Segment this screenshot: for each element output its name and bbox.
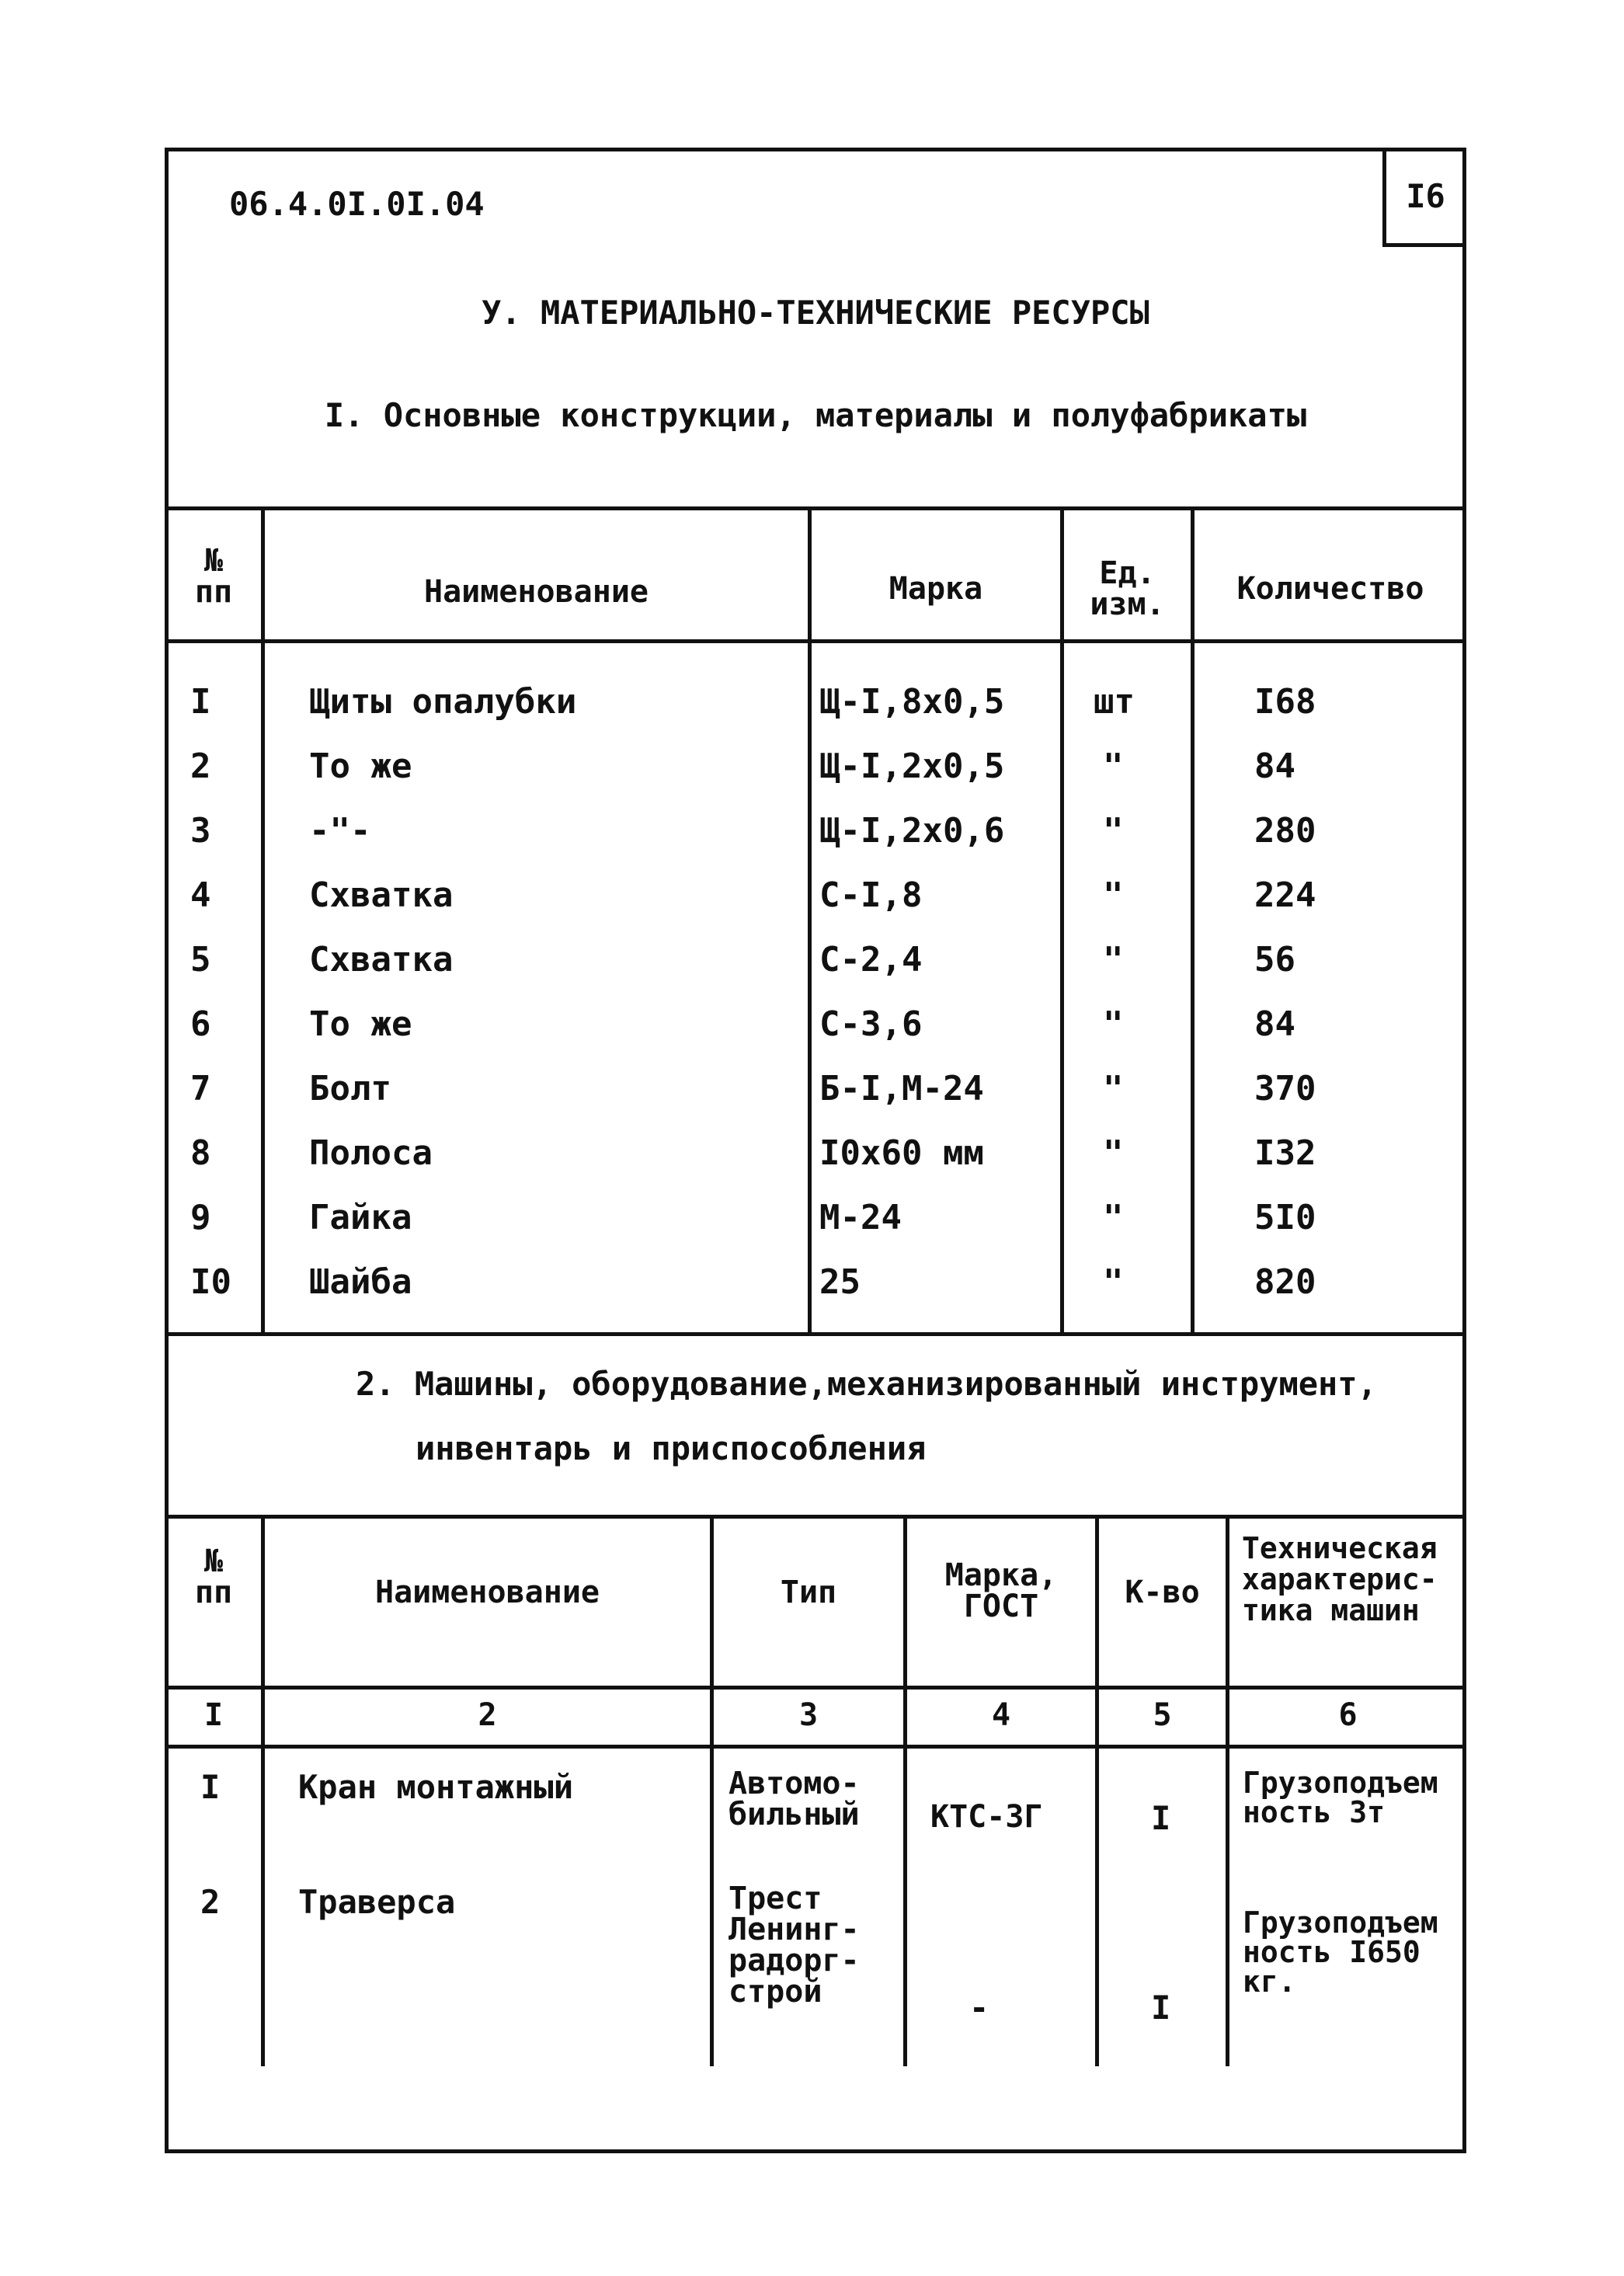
table1-col-divider <box>1060 506 1064 1335</box>
table1-header-num: № пп <box>194 543 233 610</box>
page-number: I6 <box>1382 149 1465 247</box>
document-number: 06.4.0I.0I.04 <box>229 185 485 223</box>
table1-header-name: Наименование <box>424 574 649 610</box>
table2-header-tech: Техническая характерис- тика машин <box>1242 1531 1438 1627</box>
table2-header-rule <box>165 1686 1466 1690</box>
table1-header-qty: Количество <box>1236 571 1424 607</box>
table1-header-unit: Ед. изм. <box>1090 555 1165 622</box>
table2-header-count: К-во <box>1125 1575 1200 1610</box>
table2-header-type: Тип <box>780 1575 837 1610</box>
table1-header-rule <box>165 639 1466 643</box>
table2-header-mark: Марка, ГОСТ <box>944 1557 1058 1624</box>
table1-col-divider <box>261 506 265 1335</box>
table1-bottom-rule <box>165 1332 1466 1336</box>
table2-header-name: Наименование <box>375 1575 600 1610</box>
table2-top-rule <box>165 1515 1466 1519</box>
table2-colnum-rule <box>165 1745 1466 1749</box>
table2-header-num: № пп <box>194 1543 233 1610</box>
section-title: У. МАТЕРИАЛЬНО-ТЕХНИЧЕСКИЕ РЕСУРСЫ <box>482 294 1149 332</box>
table1-col-divider <box>1191 506 1195 1335</box>
table1-top-rule <box>165 506 1466 510</box>
table1-header-mark: Марка <box>889 571 983 607</box>
subsection-2-title-line2: инвентарь и приспособления <box>416 1429 927 1467</box>
subsection-1-title: I. Основные конструкции, материалы и полуфабрикаты <box>324 396 1307 434</box>
subsection-2-title-line1: 2. Машины, оборудование,механизированный инструмент, <box>356 1365 1377 1403</box>
table1-col-divider <box>808 506 812 1335</box>
